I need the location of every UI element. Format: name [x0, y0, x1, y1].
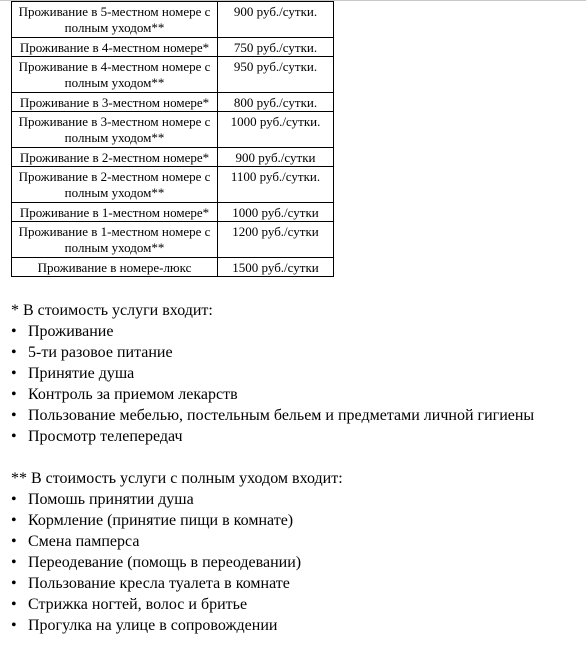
list-item: [11, 363, 581, 384]
list-item-text: Просмотр телепередач: [28, 428, 183, 445]
price-table: [11, 1, 334, 277]
bullet-icon: •: [11, 575, 17, 592]
bullet-icon: •: [11, 344, 17, 361]
service-cell: Проживание в 3-местном номере*: [12, 93, 218, 112]
bullet-icon: •: [11, 554, 17, 571]
list-item: [11, 510, 581, 531]
list-item-text: Стрижка ногтей, волос и бритье: [28, 596, 248, 613]
list-item: [11, 405, 581, 426]
list-item: [11, 489, 581, 510]
service-cell: Проживание в 1-местном номере*: [12, 203, 218, 222]
table-row: [12, 57, 334, 93]
list-item: [11, 573, 581, 594]
service-cell: Проживание в номере-люкс: [12, 258, 218, 277]
service-cell: Проживание в 2-местном номере с полным уходом**: [12, 167, 218, 203]
service-cell: Проживание в 3-местном номере с полным уходом**: [12, 112, 218, 148]
price-cell: 1500 руб./сутки: [218, 258, 334, 277]
service-cell: Проживание в 2-местном номере*: [12, 148, 218, 167]
list-item: [11, 615, 581, 636]
list-item-text: 5-ти разовое питание: [28, 344, 173, 361]
list-item: [11, 321, 581, 342]
price-cell: 750 руб./сутки.: [218, 38, 334, 57]
service-notes: [11, 300, 581, 636]
full-care-heading: ** В стоимость услуги с полным уходом входит:: [11, 470, 343, 487]
table-row: [12, 222, 334, 258]
service-cell: Проживание в 5-местном номере с полным уходом**: [12, 2, 218, 38]
price-cell: 900 руб./сутки: [218, 148, 334, 167]
list-item-text: Пользование мебелью, постельным бельем и предметами личной гигиены: [28, 407, 535, 424]
table-row: [12, 93, 334, 112]
basic-services-list: [11, 321, 581, 447]
bullet-icon: •: [11, 407, 17, 424]
paragraph-spacer: [11, 447, 581, 468]
table-row: [12, 258, 334, 277]
list-item-text: Контроль за приемом лекарств: [28, 386, 238, 403]
service-cell: Проживание в 1-местном номере с полным уходом**: [12, 222, 218, 258]
price-cell: 950 руб./сутки.: [218, 57, 334, 93]
bullet-icon: •: [11, 323, 17, 340]
list-item: [11, 594, 581, 615]
bullet-icon: •: [11, 428, 17, 445]
list-item-text: Помошь принятии душа: [28, 491, 194, 508]
list-item-text: Кормление (принятие пищи в комнате): [28, 512, 294, 529]
bullet-icon: •: [11, 512, 17, 529]
basic-services-heading: * В стоимость услуги входит:: [11, 302, 213, 319]
list-item-text: Пользование кресла туалета в комнате: [28, 575, 290, 592]
bullet-icon: •: [11, 491, 17, 508]
bullet-icon: •: [11, 365, 17, 382]
service-cell: Проживание в 4-местном номере*: [12, 38, 218, 57]
list-item: [11, 342, 581, 363]
bullet-icon: •: [11, 533, 17, 550]
price-cell: 1000 руб./сутки: [218, 203, 334, 222]
list-item: [11, 531, 581, 552]
list-item: [11, 426, 581, 447]
price-cell: 900 руб./сутки.: [218, 2, 334, 38]
bullet-icon: •: [11, 617, 17, 634]
full-care-list: [11, 489, 581, 636]
table-row: [12, 112, 334, 148]
list-item-text: Проживание: [28, 323, 114, 340]
price-cell: 1200 руб./сутки: [218, 222, 334, 258]
list-item-text: Принятие душа: [28, 365, 135, 382]
list-item: [11, 552, 581, 573]
list-item-text: Переодевание (помощь в переодевании): [28, 554, 302, 571]
bullet-icon: •: [11, 386, 17, 403]
price-cell: 800 руб./сутки.: [218, 93, 334, 112]
table-row: [12, 167, 334, 203]
table-row: [12, 148, 334, 167]
service-cell: Проживание в 4-местном номере с полным уходом**: [12, 57, 218, 93]
list-item: [11, 384, 581, 405]
table-row: [12, 2, 334, 38]
list-item-text: Смена памперса: [28, 533, 140, 550]
table-row: [12, 203, 334, 222]
price-cell: 1000 руб./сутки.: [218, 112, 334, 148]
table-row: [12, 38, 334, 57]
list-item-text: Прогулка на улице в сопровождении: [28, 617, 278, 634]
bullet-icon: •: [11, 596, 17, 613]
price-cell: 1100 руб./сутки.: [218, 167, 334, 203]
